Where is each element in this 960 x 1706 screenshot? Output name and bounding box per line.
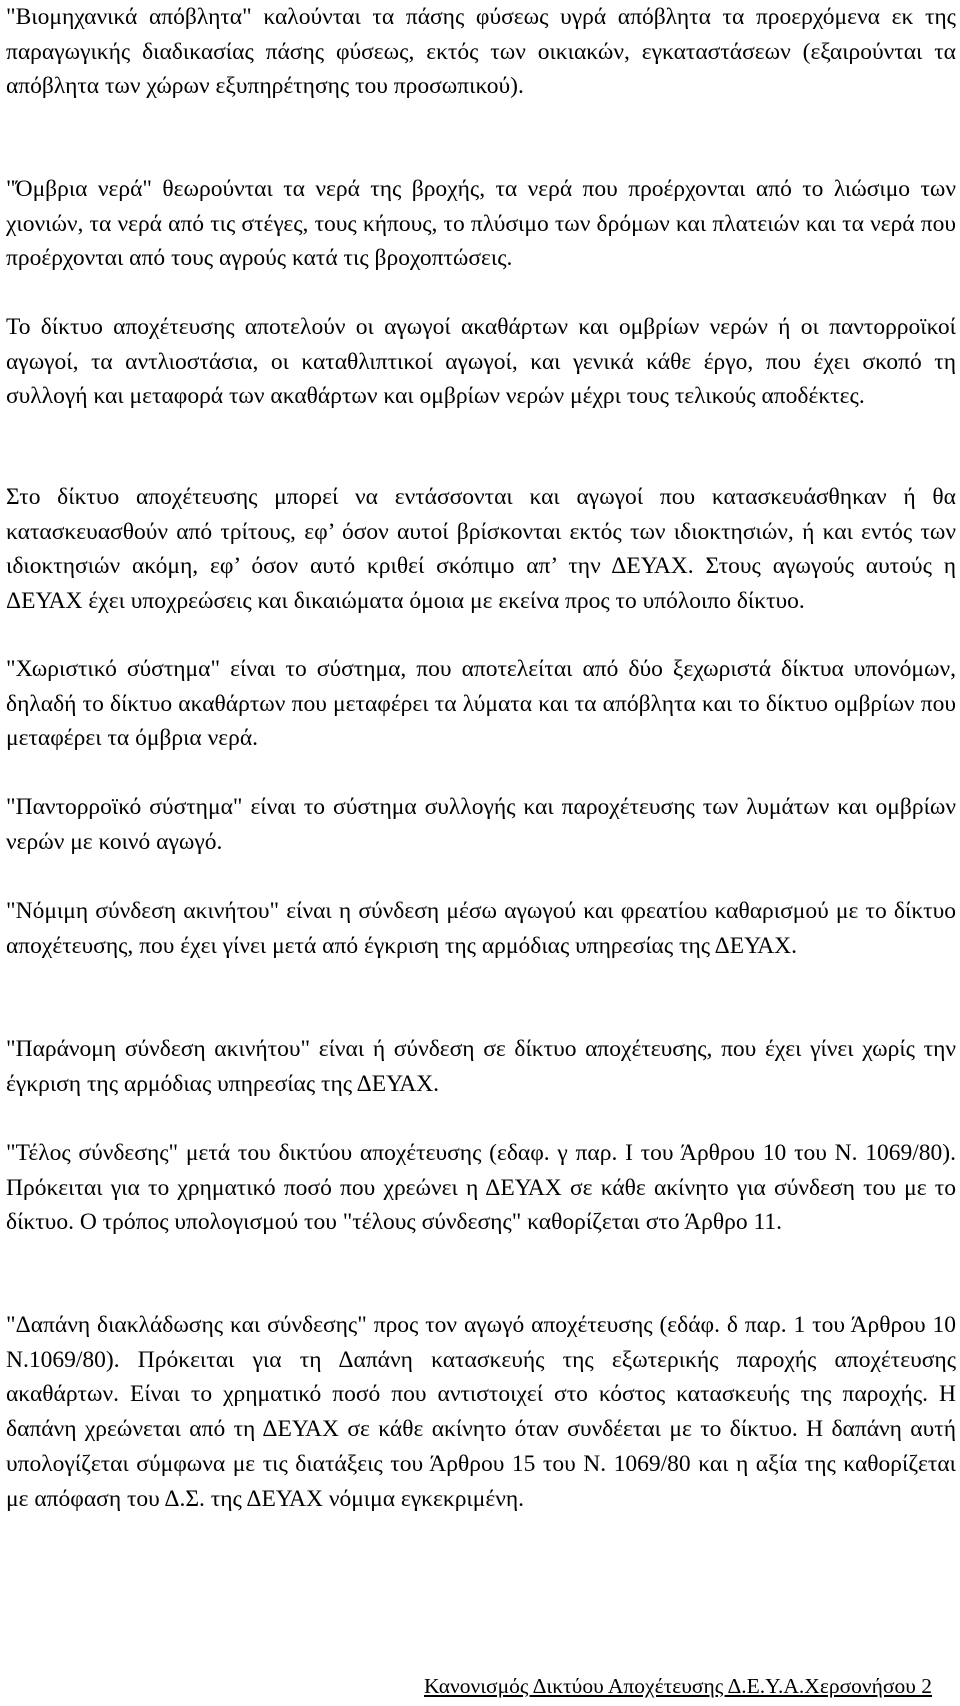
paragraph-separate-system: "Χωριστικό σύστημα" είναι το σύστημα, που αποτελείται από δύο ξεχωριστά δίκτυα υπονόμων, δηλαδή το δίκτυο ακαθάρτων που μεταφέρει τα λύματα και τα απόβλητα και το δίκτυο ομβρίων που μεταφέρει τα όμβρια νερά.: [6, 656, 956, 752]
paragraph-connection-fee: "Τέλος σύνδεσης" μετά του δικτύου αποχέτευσης (εδαφ. γ παρ. Ι του Άρθρου 10 του Ν. 1069/80). Πρόκειται για το χρηματικό ποσό που χρεώνει η ΔΕΥΑΧ σε κάθε ακίνητο για σύνδεση του με το δίκτυο. Ο τρόπος υπολογισμού του "τέλους σύνδεσης" καθορίζεται στο Άρθρο 11.: [6, 1140, 956, 1236]
paragraph-third-party-pipes: Στο δίκτυο αποχέτευσης μπορεί να εντάσσονται και αγωγοί που κατασκευάσθηκαν ή θα κατασκευασθούν από τρίτους, εφ’ όσον αυτοί βρίσκονται εκτός των ιδιοκτησιών, ή και εντός των ιδιοκτησιών ακόμη, εφ’ όσον αυτό κριθεί σκόπιμο απ’ την ΔΕΥΑΧ. Στους αγωγούς αυτούς η ΔΕΥΑΧ έχει υποχρεώσεις και δικαιώματα όμοια με εκείνα προς το υπόλοιπο δίκτυο.: [6, 484, 956, 615]
paragraph-branch-cost: "Δαπάνη διακλάδωσης και σύνδεσης" προς τον αγωγό αποχέτευσης (εδάφ. δ παρ. 1 του Άρθρου 10 Ν.1069/80). Πρόκειται για τη Δαπάνη κατασκευής της εξωτερικής παροχής αποχέτευσης ακαθάρτων. Είναι το χρηματικό ποσό που αντιστοιχεί στο κόστος κατασκευής της παροχής. Η δαπάνη χρεώνεται από τη ΔΕΥΑΧ σε κάθε ακίνητο όταν συνδέεται με το δίκτυο. Η δαπάνη αυτή υπολογίζεται σύμφωνα με τις διατάξεις του Άρθρου 15 του Ν. 1069/80 και η αξία της καθορίζεται με απόφαση του Δ.Σ. της ΔΕΥΑΧ νόμιμα εγκεκριμένη.: [6, 1312, 956, 1512]
paragraph-combined-system: "Παντορροϊκό σύστημα" είναι το σύστημα συλλογής και παροχέτευσης των λυμάτων και ομβρίων νερών με κοινό αγωγό.: [6, 794, 956, 855]
paragraph-illegal-connection: "Παράνομη σύνδεση ακινήτου" είναι ή σύνδεση σε δίκτυο αποχέτευσης, που έχει γίνει χωρίς την έγκριση της αρμόδιας υπηρεσίας της ΔΕΥΑΧ.: [6, 1036, 956, 1097]
paragraph-legal-connection: "Νόμιμη σύνδεση ακινήτου" είναι η σύνδεση μέσω αγωγού και φρεατίου καθαρισμού με το δίκτυο αποχέτευσης, που έχει γίνει μετά από έγκριση της αρμόδιας υπηρεσίας της ΔΕΥΑΧ.: [6, 898, 956, 959]
paragraph-sewer-network: Το δίκτυο αποχέτευσης αποτελούν οι αγωγοί ακαθάρτων και ομβρίων νερών ή οι παντορροϊκοί αγωγοί, τα αντλιοστάσια, οι καταθλιπτικοί αγωγοί, και γενικά κάθε έργο, που έχει σκοπό τη συλλογή και μεταφορά των ακαθάρτων και ομβρίων νερών μέχρι τους τελικούς αποδέκτες.: [6, 314, 956, 410]
paragraph-industrial-waste: "Βιομηχανικά απόβλητα" καλούνται τα πάσης φύσεως υγρά απόβλητα τα προερχόμενα εκ της παραγωγικής διαδικασίας πάσης φύσεως, εκτός των οικιακών, εγκαταστάσεων (εξαιρούνται τα απόβλητα των χώρων εξυπηρέτησης του προσωπικού).: [6, 4, 956, 100]
paragraph-rainwater: "Όμβρια νερά" θεωρούνται τα νερά της βροχής, τα νερά που προέρχονται από το λιώσιμο των χιονιών, τα νερά από τις στέγες, τους κήπους, το πλύσιμο των δρόμων και πλατειών και τα νερά που προέρχονται από τους αγρούς κατά τις βροχοπτώσεις.: [6, 176, 956, 272]
page-footer: Κανονισμός Δικτύου Αποχέτευσης Δ.Ε.Υ.Α.Χερσονήσου 2: [424, 1674, 932, 1698]
